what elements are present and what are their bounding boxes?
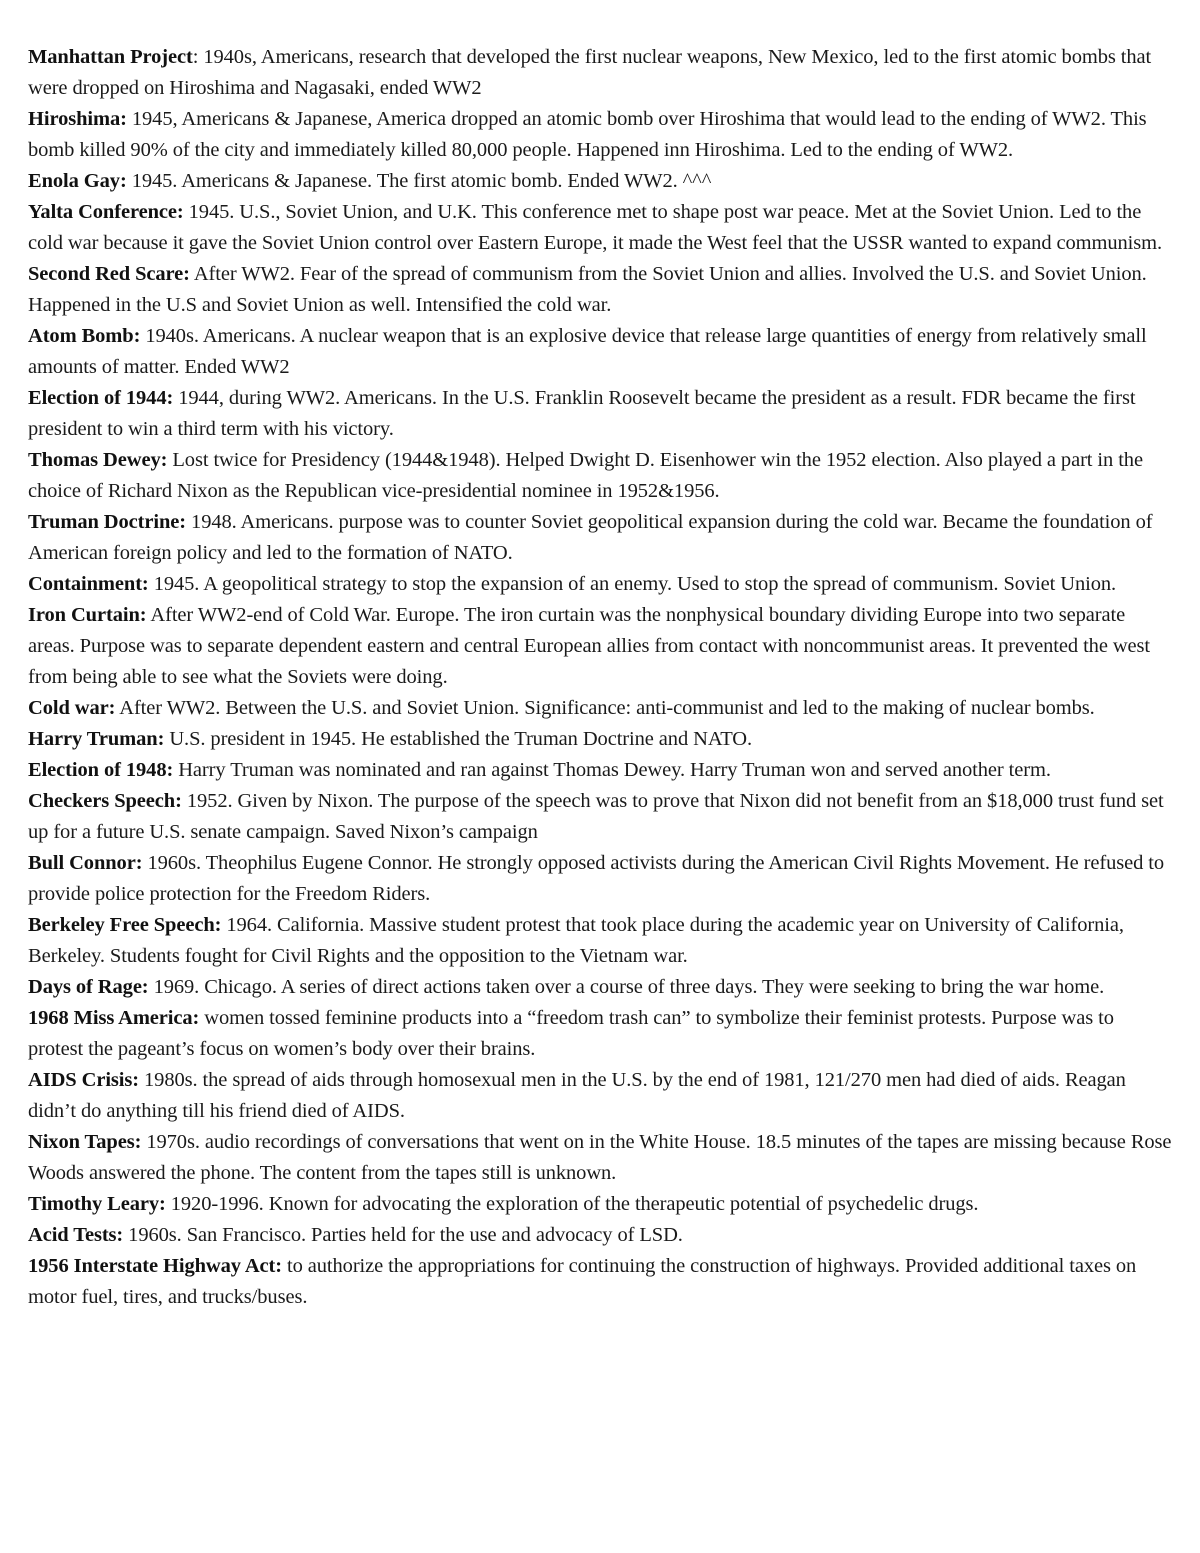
term: Harry Truman: bbox=[28, 728, 165, 750]
entry-timothy-leary bbox=[28, 1189, 1172, 1220]
term: Manhattan Project bbox=[28, 46, 193, 68]
definition: 1964. California. Massive student protest that took place during the academic year on University of California, Berkeley. Students fought for Civil Rights and the opposition to the Vietnam war. bbox=[28, 914, 1124, 967]
entry-aids-crisis bbox=[28, 1065, 1172, 1127]
definition: : 1940s, Americans, research that developed the first nuclear weapons, New Mexico, led to the first atomic bombs that were dropped on Hiroshima and Nagasaki, ended WW2 bbox=[28, 46, 1152, 99]
entry-days-of-rage bbox=[28, 972, 1172, 1003]
entry-1968-miss-america bbox=[28, 1003, 1172, 1065]
definition: 1945. A geopolitical strategy to stop the expansion of an enemy. Used to stop the spread of communism. Soviet Union. bbox=[148, 573, 1117, 595]
term: Truman Doctrine: bbox=[28, 511, 187, 533]
definition: 1952. Given by Nixon. The purpose of the speech was to prove that Nixon did not benefit from an $18,000 trust fund set up for a future U.S. senate campaign. Saved Nixon’s campaign bbox=[28, 790, 1164, 843]
term: 1968 Miss America: bbox=[28, 1007, 200, 1029]
definition: Harry Truman was nominated and ran against Thomas Dewey. Harry Truman won and served another term. bbox=[173, 759, 1051, 781]
term: Berkeley Free Speech: bbox=[28, 914, 222, 936]
entry-election-1948 bbox=[28, 755, 1172, 786]
term: 1956 Interstate Highway Act: bbox=[28, 1255, 282, 1277]
entry-election-1944 bbox=[28, 383, 1172, 445]
entry-berkeley-free-speech bbox=[28, 910, 1172, 972]
definition: U.S. president in 1945. He established the Truman Doctrine and NATO. bbox=[164, 728, 753, 750]
definition: 1960s. Theophilus Eugene Connor. He strongly opposed activists during the American Civil Rights Movement. He refused to provide police protection for the Freedom Riders. bbox=[28, 852, 1165, 905]
term: Acid Tests: bbox=[28, 1224, 124, 1246]
definition: 1920-1996. Known for advocating the exploration of the therapeutic potential of psychedelic drugs. bbox=[165, 1193, 979, 1215]
entry-bull-connor bbox=[28, 848, 1172, 910]
term: Iron Curtain: bbox=[28, 604, 147, 626]
definition: 1948. Americans. purpose was to counter Soviet geopolitical expansion during the cold war. Became the foundation of American foreign policy and led to the formation of NATO. bbox=[28, 511, 1153, 564]
definition: Lost twice for Presidency (1944&1948). Helped Dwight D. Eisenhower win the 1952 election. Also played a part in the choice of Richard Nixon as the Republican vice-presidential nominee in 1952&1956. bbox=[28, 449, 1143, 502]
definition: 1944, during WW2. Americans. In the U.S. Franklin Roosevelt became the president as a result. FDR became the first president to win a third term with his victory. bbox=[28, 387, 1136, 440]
entry-manhattan-project bbox=[28, 42, 1172, 104]
definition: 1969. Chicago. A series of direct actions taken over a course of three days. They were seeking to bring the war home. bbox=[148, 976, 1105, 998]
definition: to authorize the appropriations for continuing the construction of highways. Provided additional taxes on motor fuel, tires, and trucks/buses. bbox=[28, 1255, 1137, 1308]
definition: After WW2. Fear of the spread of communism from the Soviet Union and allies. Involved the U.S. and Soviet Union. Happened in the U.S and Soviet Union as well. Intensified the cold war. bbox=[28, 263, 1147, 316]
entry-cold-war bbox=[28, 693, 1172, 724]
entry-yalta-conference bbox=[28, 197, 1172, 259]
definition: 1940s. Americans. A nuclear weapon that is an explosive device that release large quantities of energy from relatively small amounts of matter. Ended WW2 bbox=[28, 325, 1147, 378]
entry-containment bbox=[28, 569, 1172, 600]
definition: 1945. U.S., Soviet Union, and U.K. This conference met to shape post war peace. Met at the Soviet Union. Led to the cold war because it gave the Soviet Union control over Eastern Europe, it made the West feel that the USSR wanted to expand communism. bbox=[28, 201, 1162, 254]
term: Cold war: bbox=[28, 697, 116, 719]
entry-iron-curtain bbox=[28, 600, 1172, 693]
term: AIDS Crisis: bbox=[28, 1069, 139, 1091]
term: Yalta Conference: bbox=[28, 201, 184, 223]
term: Containment: bbox=[28, 573, 149, 595]
term: Election of 1944: bbox=[28, 387, 174, 409]
term: Timothy Leary: bbox=[28, 1193, 166, 1215]
term: Checkers Speech: bbox=[28, 790, 182, 812]
definition: women tossed feminine products into a “freedom trash can” to symbolize their feminist protests. Purpose was to protest the pageant’s focus on women’s body over their brains. bbox=[28, 1007, 1114, 1060]
entry-enola-gay bbox=[28, 166, 1172, 197]
definition: After WW2. Between the U.S. and Soviet Union. Significance: anti-communist and led to the making of nuclear bombs. bbox=[115, 697, 1095, 719]
entry-harry-truman bbox=[28, 724, 1172, 755]
definition: 1970s. audio recordings of conversations that went on in the White House. 18.5 minutes of the tapes are missing because Rose Woods answered the phone. The content from the tapes still is unknown. bbox=[28, 1131, 1172, 1184]
definition: After WW2-end of Cold War. Europe. The iron curtain was the nonphysical boundary dividing Europe into two separate areas. Purpose was to separate dependent eastern and central European allies from contact with noncommunist areas. It prevented the west from being able to see what the Soviets were doing. bbox=[28, 604, 1151, 688]
definition: 1980s. the spread of aids through homosexual men in the U.S. by the end of 1981, 121/270 men had died of aids. Reagan didn’t do anything till his friend died of AIDS. bbox=[28, 1069, 1126, 1122]
definition: 1960s. San Francisco. Parties held for the use and advocacy of LSD. bbox=[123, 1224, 683, 1246]
term: Atom Bomb: bbox=[28, 325, 141, 347]
entry-interstate-highway-act bbox=[28, 1251, 1172, 1313]
entry-atom-bomb bbox=[28, 321, 1172, 383]
term: Enola Gay: bbox=[28, 170, 127, 192]
entry-truman-doctrine bbox=[28, 507, 1172, 569]
entry-acid-tests bbox=[28, 1220, 1172, 1251]
term: Second Red Scare: bbox=[28, 263, 190, 285]
entry-second-red-scare bbox=[28, 259, 1172, 321]
term: Bull Connor: bbox=[28, 852, 143, 874]
term: Nixon Tapes: bbox=[28, 1131, 142, 1153]
definition: 1945. Americans & Japanese. The first atomic bomb. Ended WW2. ^^^ bbox=[126, 170, 712, 192]
entry-checkers-speech bbox=[28, 786, 1172, 848]
definition: 1945, Americans & Japanese, America dropped an atomic bomb over Hiroshima that would lead to the ending of WW2. This bomb killed 90% of the city and immediately killed 80,000 people. Happened inn Hiroshima. Led to the ending of WW2. bbox=[28, 108, 1147, 161]
term: Hiroshima: bbox=[28, 108, 127, 130]
term: Days of Rage: bbox=[28, 976, 149, 998]
term: Election of 1948: bbox=[28, 759, 174, 781]
term: Thomas Dewey: bbox=[28, 449, 168, 471]
entry-hiroshima bbox=[28, 104, 1172, 166]
entry-thomas-dewey bbox=[28, 445, 1172, 507]
entry-nixon-tapes bbox=[28, 1127, 1172, 1189]
